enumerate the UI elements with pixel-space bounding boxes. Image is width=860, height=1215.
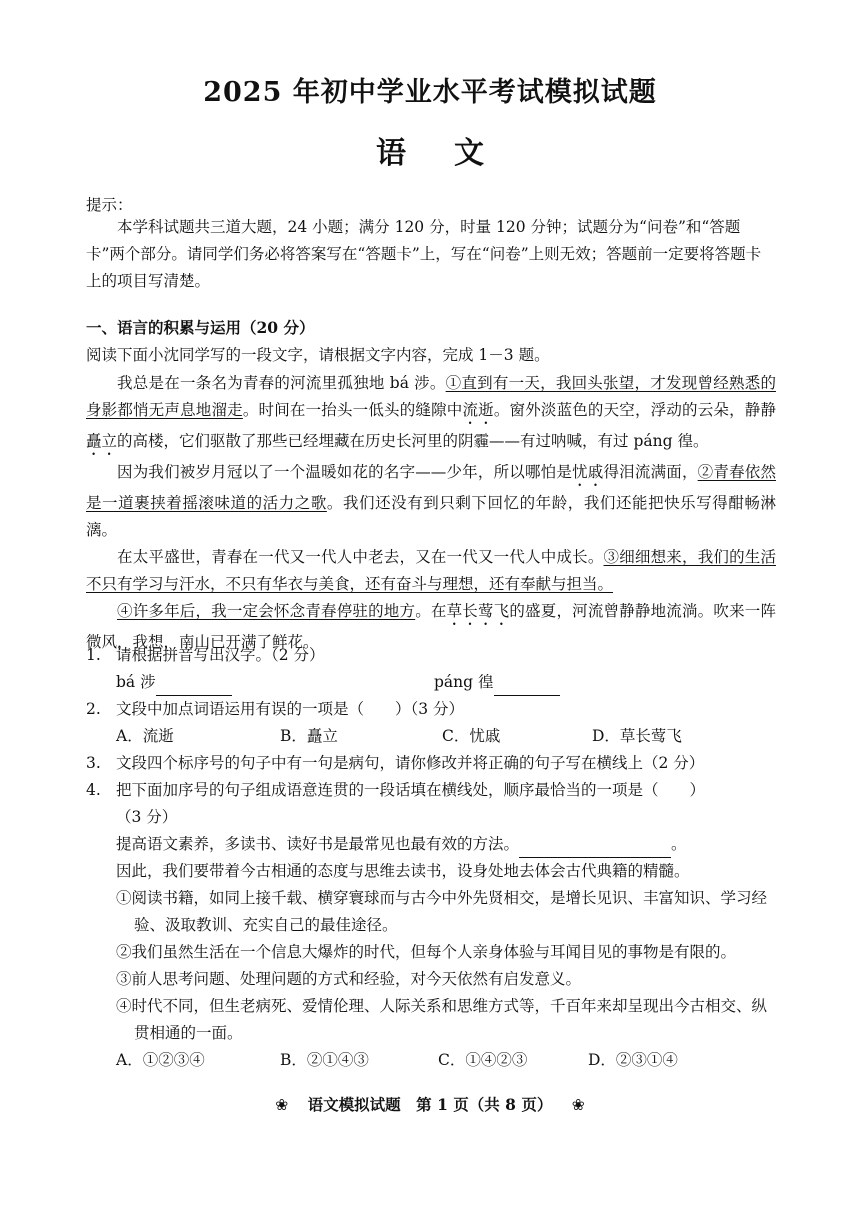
section-heading: 一、语言的积累与运用（20 分） [86,318,315,337]
numbered-sentence-2: ②青春依然是一道裹挟着摇滚味道的活力之歌 [86,463,776,512]
answer-line[interactable] [156,677,232,696]
question-text: 文段四个标序号的句子中有一句是病句，请你修改并将正确的句子写在横线上（2 分） [116,754,705,772]
section-intro: 阅读下面小沈同学写的一段文字，请根据文字内容，完成 1－3 题。 [86,346,550,364]
q4-lead-text: 提高语文素养，多读书、读好书是最常见也最有效的方法。 [116,835,520,853]
question-2 [86,696,776,723]
q4-item-2: ②我们虽然生活在一个信息大爆炸的时代，但每个人亲身体验与耳闻目见的事物是有限的。 [116,943,737,961]
q1-answer-row [86,669,776,696]
passage-paragraph [86,459,776,544]
q1-blank-1 [116,669,434,696]
page-footer [0,1093,860,1115]
q2-options [86,723,776,750]
question-text: 文段中加点词语运用有误的一项是（ ）（3 分） [116,700,465,718]
q4-item-1: ①阅读书籍，如同上接千载、横穿寰球而与古今中外先贤相交，是增长见识、丰富知识、学习经验、汲取教训、充实自己的最佳途径。 [116,889,768,934]
q4-score: （3 分） [116,808,178,826]
option-d[interactable]: D．②③①④ [588,1051,678,1069]
dotted-word-liushi: 流逝 [462,401,494,419]
dotted-word-caozhangyingfei: 草长莺飞 [446,602,510,620]
option-a[interactable]: A．流逝 [116,727,174,745]
question-4 [86,777,776,804]
q4-follow: 因此，我们要带着今古相通的态度与思维去读书，设身处地去体会古代典籍的精髓。 [116,862,690,880]
question-number: 1. [86,646,101,664]
passage-paragraph [86,544,776,598]
q4-lead-end: 。 [671,835,687,853]
reading-passage [86,370,776,656]
question-list [86,642,776,1074]
subject-title: 语文 [376,136,532,171]
option-a[interactable]: A．①②③④ [116,1051,205,1069]
footer-text: 语文模拟试题 第 1 页（共 8 页） [307,1095,553,1114]
passage-text: 因为我们被岁月冠以了一个温暖如花的名字——少年，所以哪怕是 [117,463,573,481]
option-d[interactable]: D．草长莺飞 [592,727,682,745]
question-3 [86,750,776,777]
flower-ornament-icon: ❀ [571,1096,585,1114]
q4-lead [86,831,776,858]
blank-label: páng 徨 [434,673,494,691]
numbered-sentence-1: ①直到有一天，我回头张望，才发现曾经熟悉的身影都悄无声息地溜走 [86,374,776,419]
passage-text: 。时间在一抬头一低头的缝隙中 [242,401,463,419]
passage-text: 在太平盛世，青春在一代又一代人中老去，又在一代又一代人中成长。 [117,548,604,566]
dotted-word-chuli: 矗立 [86,432,118,450]
option-c[interactable]: C．①④②③ [438,1051,528,1069]
question-text: 请根据拼音写出汉字。（2 分） [116,646,325,664]
numbered-sentence-4: ④许多年后，我一定会怀念青春停驻的地方 [117,602,416,620]
question-number: 3. [86,754,101,772]
q4-options [86,1047,776,1074]
option-b[interactable]: B．矗立 [280,727,338,745]
question-number: 4. [86,781,101,799]
question-text: 把下面加序号的句子组成语意连贯的一段话填在横线处，顺序最恰当的一项是（ ） [116,781,706,799]
passage-text: 。在 [415,602,447,620]
tips-label: 提示： [86,196,133,214]
passage-text: 的盛夏，河流曾静静地流淌。吹来一阵微风，我想，南山已开满了鲜花。 [86,602,776,651]
option-c[interactable]: C．忧戚 [442,727,501,745]
q4-item-4: ④时代不同，但生老病死、爱情伦理、人际关系和思维方式等，千百年来却呈现出今古相交、纵贯相通的一面。 [116,997,768,1042]
blank-label: bá 涉 [116,673,156,691]
answer-line[interactable] [494,677,560,696]
flower-ornament-icon: ❀ [275,1096,289,1114]
question-1 [86,642,776,669]
option-b[interactable]: B．②①④③ [280,1051,369,1069]
passage-text: 的高楼，它们驱散了那些已经埋藏在历史长河里的阴霾——有过呐喊，有过 páng 徨。 [117,432,709,450]
passage-text: 我总是在一条名为青春的河流里孤独地 bá 涉。 [117,374,446,392]
dotted-word-youqi: 忧戚 [572,463,604,481]
numbered-sentence-3: ③细细想来，我们的生活不只有学习与汗水，不只有华衣与美食，还有奋斗与理想，还有奉献与担当。 [86,548,776,593]
passage-text: 得泪流满面， [603,463,698,481]
passage-text: 。我们还没有到只剩下回忆的年龄，我们还能把快乐写得酣畅淋漓。 [86,494,776,539]
passage-text: 。窗外淡蓝色的天空，浮动的云朵，静静 [493,401,776,419]
answer-line[interactable] [519,839,671,858]
exam-title: 2025 年初中学业水平考试模拟试题 [203,77,657,108]
tips-text: 本学科试题共三道大题，24 小题；满分 120 分，时量 120 分钟；试题分为“问卷”和“答题卡”两个部分。请同学们务必将答案写在“答题卡”上，写在“问卷”上则无效；答题前一定要将答题卡上的项目写清楚。 [86,218,762,290]
question-number: 2. [86,700,101,718]
q1-blank-2 [434,669,560,696]
q4-item-3: ③前人思考问题、处理问题的方式和经验，对今天依然有启发意义。 [116,970,582,988]
passage-paragraph [86,370,776,459]
